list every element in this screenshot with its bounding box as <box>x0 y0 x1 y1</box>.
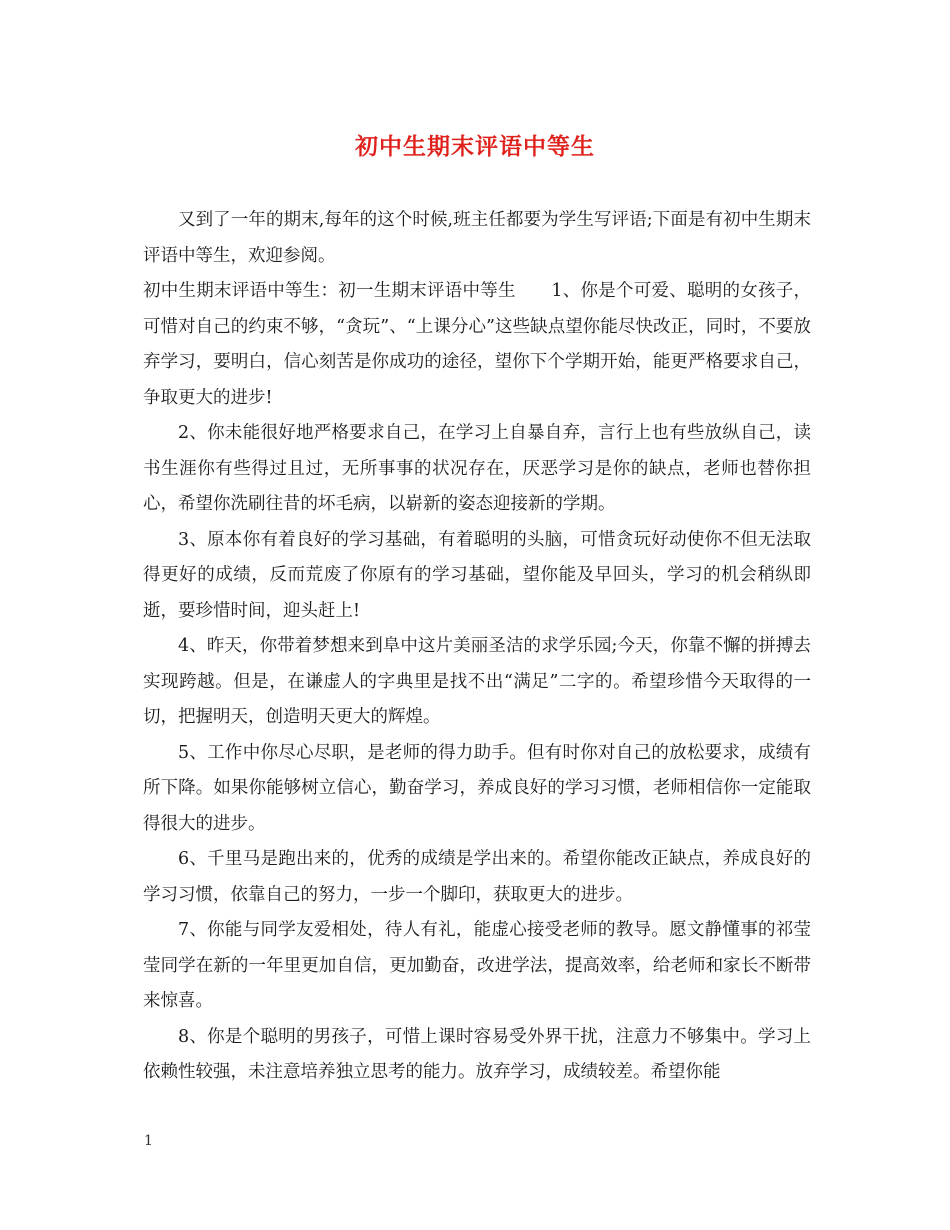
document-title: 初中生期末评语中等生 <box>355 133 595 160</box>
page-number: 1 <box>144 1133 153 1149</box>
paragraph: 8、你是个聪明的男孩子，可惜上课时容易受外界干扰，注意力不够集中。学习上依赖性较强，未注意培养独立思考的能力。放弃学习，成绩较差。希望你能 <box>143 1026 811 1082</box>
paragraph: 3、原本你有着良好的学习基础，有着聪明的头脑，可惜贪玩好动使你不但无法取得更好的成绩，反而荒废了你原有的学习基础，望你能及早回头，学习的机会稍纵即逝，要珍惜时间，迎头赶上! <box>143 529 811 621</box>
paragraph: 5、工作中你尽心尽职，是老师的得力助手。但有时你对自己的放松要求，成绩有所下降。如果你能够树立信心，勤奋学习，养成良好的学习习惯，老师相信你一定能取得很大的进步。 <box>143 742 811 834</box>
document-body <box>143 203 811 1091</box>
paragraph: 又到了一年的期末,每年的这个时候,班主任都要为学生写评语;下面是有初中生期末评语中等生，欢迎参阅。 <box>143 210 811 266</box>
paragraph: 2、你未能很好地严格要求自己，在学习上自暴自弃，言行上也有些放纵自己，读书生涯你有些得过且过，无所事事的状况存在，厌恶学习是你的缺点，老师也替你担心，希望你洗刷往昔的坏毛病，以崭新的姿态迎接新的学期。 <box>143 423 811 514</box>
paragraph: 6、千里马是跑出来的，优秀的成绩是学出来的。希望你能改正缺点，养成良好的学习习惯，依靠自己的努力，一步一个脚印，获取更大的进步。 <box>143 849 811 905</box>
paragraph: 初中生期末评语中等生：初一生期末评语中等生 1、你是个可爱、聪明的女孩子，可惜对自己的约束不够，“贪玩”、“上课分心”这些缺点望你能尽快改正，同时，不要放弃学习，要明白，信心刻苦是你成功的途径，望你下个学期开始，能更严格要求自己，争取更大的进步! <box>143 281 811 408</box>
paragraph: 4、昨天，你带着梦想来到阜中这片美丽圣洁的求学乐园;今天，你靠不懈的拼搏去实现跨越。但是，在谦虚人的字典里是找不出“满足”二字的。希望珍惜今天取得的一切，把握明天，创造明天更大的辉煌。 <box>143 636 811 727</box>
paragraph: 7、你能与同学友爱相处，待人有礼，能虚心接受老师的教导。愿文静懂事的祁莹莹同学在新的一年里更加自信，更加勤奋，改进学法，提高效率，给老师和家长不断带来惊喜。 <box>143 920 811 1011</box>
